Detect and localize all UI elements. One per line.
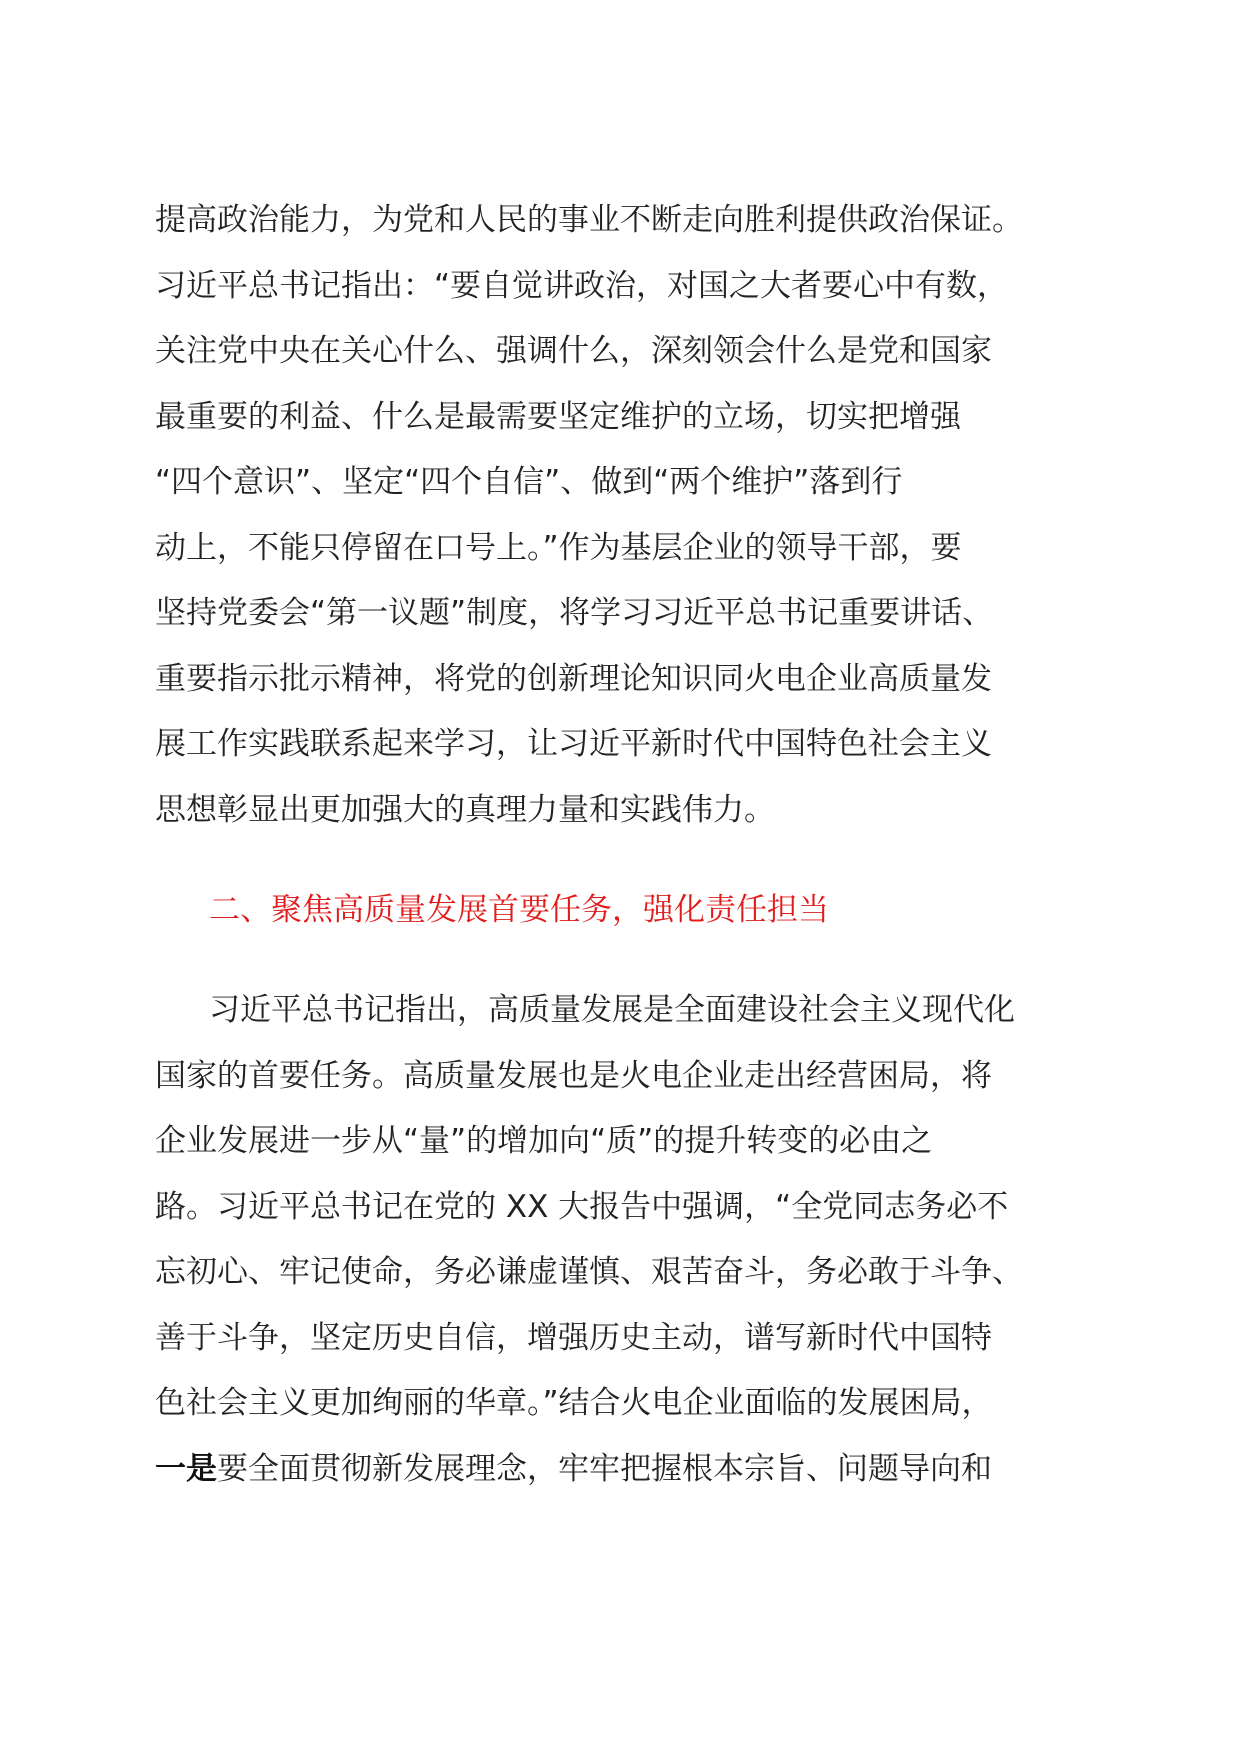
text-line: 展工作实践联系起来学习，让习近平新时代中国特色社会主义 bbox=[155, 726, 992, 762]
text-line: 重要指示批示精神，将党的创新理论知识同火电企业高质量发 bbox=[155, 660, 992, 697]
text-line: 坚持党委会“第一议题”制度，将学习习近平总书记重要讲话、 bbox=[155, 595, 994, 631]
text-line-first: 习近平总书记指出，高质量发展是全面建设社会主义现代化 bbox=[209, 992, 1015, 1028]
section-heading: 二、聚焦高质量发展首要任务，强化责任担当 bbox=[209, 892, 829, 928]
text-line: 提高政治能力，为党和人民的事业不断走向胜利提供政治保证。 bbox=[155, 202, 1023, 238]
text-line: 企业发展进一步从“量”的增加向“质”的提升转变的必由之 bbox=[155, 1123, 933, 1159]
text-line: 思想彰显出更加强大的真理力量和实践伟力。 bbox=[155, 791, 775, 828]
text-line: “四个意识”、坚定“四个自信”、做到“两个维护”落到行 bbox=[155, 464, 903, 500]
text-fragment: 要全面贯彻新发展理念，牢牢把握根本宗旨、问题导向和 bbox=[217, 1450, 992, 1487]
bold-marker: 一是 bbox=[155, 1450, 217, 1487]
document-body bbox=[155, 188, 1095, 1502]
text-line: 国家的首要任务。高质量发展也是火电企业走出经营困局，将 bbox=[155, 1057, 992, 1094]
text-line: 关注党中央在关心什么、强调什么，深刻领会什么是党和国家 bbox=[155, 333, 992, 369]
text-line: 路。习近平总书记在党的 XX 大报告中强调，“全党同志务必不 bbox=[155, 1188, 1009, 1225]
paragraph-high-quality-development bbox=[155, 978, 1095, 1502]
text-line-last bbox=[155, 1437, 1095, 1503]
text-line: 色社会主义更加绚丽的华章。”结合火电企业面临的发展困局， bbox=[155, 1385, 993, 1421]
text-line: 忘初心、牢记使命，务必谦虚谨慎、艰苦奋斗，务必敢于斗争、 bbox=[155, 1254, 1023, 1290]
text-line: 习近平总书记指出：“要自觉讲政治，对国之大者要心中有数， bbox=[155, 267, 1009, 304]
text-line: 最重要的利益、什么是最需要坚定维护的立场，切实把增强 bbox=[155, 398, 961, 435]
text-line: 善于斗争，坚定历史自信，增强历史主动，谱写新时代中国特 bbox=[155, 1319, 992, 1356]
paragraph-political-ability bbox=[155, 188, 1095, 843]
text-line: 动上，不能只停留在口号上。”作为基层企业的领导干部，要 bbox=[155, 529, 962, 566]
